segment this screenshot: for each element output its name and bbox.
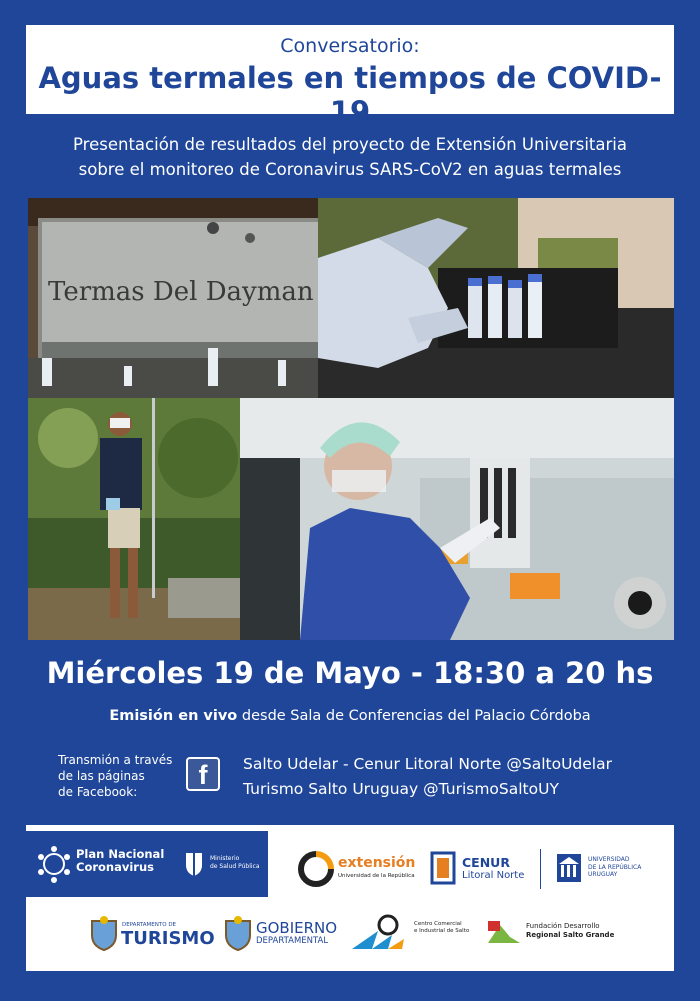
gobierno-title: GOBIERNO — [256, 919, 338, 937]
gobierno-shield-icon — [224, 915, 252, 951]
facebook-label-line-2: de las páginas — [58, 769, 145, 783]
fundacion-text — [526, 922, 614, 940]
udelar-line-1: UNIVERSIDAD — [588, 856, 630, 863]
photo-man-sampling — [28, 398, 240, 640]
plan-ministry — [210, 855, 260, 871]
turismo-shield-icon — [90, 915, 118, 951]
udelar-line-2: DE LA REPÚBLICA — [588, 863, 642, 871]
extension-sub: Universidad de la República — [338, 873, 415, 879]
uruguay-shield-icon — [184, 851, 204, 877]
facebook-icon[interactable]: f — [186, 757, 220, 791]
fundacion-line-2: Regional Salto Grande — [526, 931, 615, 939]
plan-line-1: Plan Nacional — [76, 847, 165, 861]
page-title: Aguas termales en tiempos de COVID-19 — [38, 61, 662, 129]
facebook-page-1[interactable]: Salto Udelar - Cenur Litoral Norte @SaltoUdelar — [243, 755, 612, 773]
plan-title — [76, 848, 164, 874]
subtitle-line-1: Presentación de resultados del proyecto de Extensión Universitaria — [73, 135, 627, 154]
gobierno-sub: DEPARTAMENTAL — [256, 936, 329, 946]
plan-ministry-2: de Salud Pública — [210, 863, 260, 870]
emission-line — [0, 708, 700, 724]
event-date-time: Miércoles 19 de Mayo - 18:30 a 20 hs — [46, 656, 654, 690]
facebook-label-line-3: de Facebook: — [58, 785, 138, 799]
fundacion-logo-icon — [488, 921, 520, 943]
photo-thermal-sign — [28, 198, 318, 398]
cenur-logo-icon — [430, 851, 456, 885]
centro-text — [414, 921, 469, 935]
facebook-label-line-1: Transmión a través — [58, 753, 173, 767]
emission-rest: desde Sala de Conferencias del Palacio Córdoba — [237, 708, 591, 724]
photo-lab-technician — [240, 398, 674, 640]
virus-icon — [36, 841, 72, 887]
plan-nacional-logo — [26, 831, 268, 897]
plan-ministry-1: Ministerio — [210, 855, 240, 862]
photo-gloved-hand-samples — [318, 198, 674, 398]
plan-line-2: Coronavirus — [76, 860, 155, 874]
subtitle-line-2: sobre el monitoreo de Coronavirus SARS-CoV2 en aguas termales — [78, 160, 622, 179]
udelar-logo-icon — [556, 853, 582, 883]
centro-line-1: Centro Comercial — [414, 921, 462, 927]
facebook-page-2[interactable]: Turismo Salto Uruguay @TurismoSaltoUY — [243, 780, 559, 798]
udelar-line-3: URUGUAY — [588, 871, 618, 878]
subtitle — [20, 132, 680, 182]
turismo-title: TURISMO — [121, 928, 215, 949]
title-box — [26, 25, 674, 129]
pre-title: Conversatorio: — [280, 35, 420, 57]
cenur-title: CENUR — [462, 855, 510, 870]
extension-title: extensión — [338, 855, 416, 871]
fundacion-line-1: Fundación Desarrollo — [526, 922, 600, 930]
facebook-pages — [243, 752, 612, 802]
centro-comercial-logo-icon — [348, 913, 410, 953]
sponsor-logos — [26, 825, 674, 971]
sign-text: Termas Del Dayman — [48, 277, 314, 307]
udelar-text — [588, 856, 641, 879]
emission-bold: Emisión en vivo — [109, 708, 238, 724]
turismo-dep: DEPARTAMENTO DE — [122, 922, 177, 928]
logo-divider — [540, 849, 541, 889]
extension-logo-icon — [298, 851, 334, 887]
cenur-sub: Litoral Norte — [462, 870, 525, 881]
facebook-label — [58, 752, 178, 800]
centro-line-2: e Industrial de Salto — [414, 928, 470, 934]
